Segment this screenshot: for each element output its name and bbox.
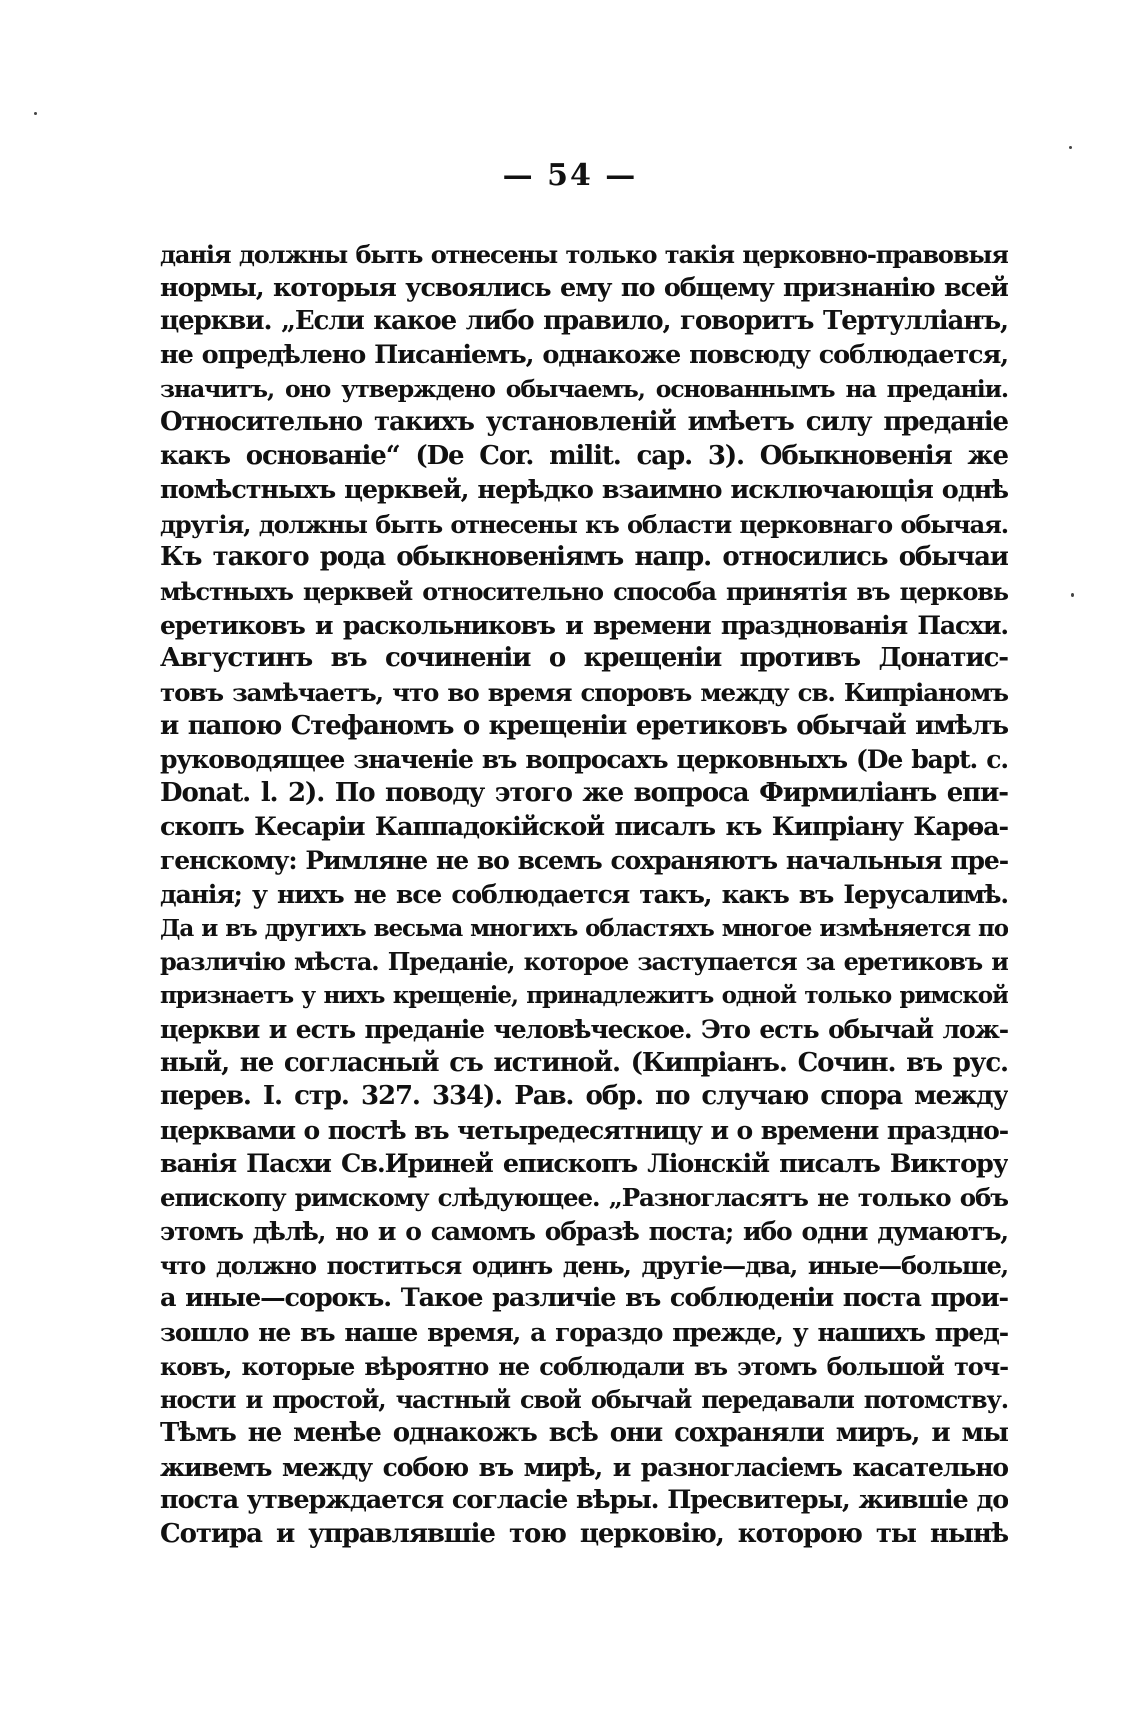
text-line: еретиковъ и раскольниковъ и времени празднованія Пасхи. [160,610,1008,640]
text-line: товъ замѣчаетъ, что во время споровъ между св. Кипріаномъ [160,677,1008,707]
text-line: данія; у нихъ не все соблюдается такъ, какъ въ Іерусалимѣ. [160,880,1008,910]
text-line: помѣстныхъ церквей, нерѣдко взаимно исключающія однѣ [160,474,1008,505]
text-line: что должно поститься одинъ день, другіе—два, иные—больше, [160,1250,1008,1280]
text-line: мѣстныхъ церквей относительно способа принятія въ церковь [160,576,1008,606]
text-line: Да и въ другихъ весьма многихъ областяхъ многое измѣняется по [160,914,1008,942]
text-line: какъ основаніе“ (De Cor. milit. cap. 3). Обыкновенія же [160,441,1008,472]
text-line: Къ такого рода обыкновеніямъ напр. относились обычаи [160,542,1008,573]
text-line: епископу римскому слѣдующее. „Разногласятъ не только объ [160,1183,1008,1213]
text-line: зошло не въ наше время, а гораздо прежде, у нашихъ пред- [160,1318,1008,1347]
text-line: Августинъ въ сочиненіи о крещеніи противъ Донатис- [160,643,1008,674]
text-line: не опредѣлено Писаніемъ, однакоже повсюду соблюдается, [160,340,1008,371]
text-line: церкви. „Если какое либо правило, говоритъ Тертулліанъ, [160,306,1008,337]
text-line: генскому: Римляне не во всемъ сохраняютъ начальныя пре- [160,846,1008,876]
text-line: поста утверждается согласіе вѣры. Пресвитеры, жившіе до [160,1485,1008,1516]
text-line: другія, должны быть отнесены къ области церковнаго обычая. [160,509,1008,539]
text-line: ванія Пасхи Св.Ириней епископъ Ліонскій писалъ Виктору [160,1148,1008,1179]
scan-speck [1071,593,1074,597]
text-line: церкви и есть преданіе человѣческое. Это есть обычай лож- [160,1014,1008,1044]
text-line: Donat. l. 2). По поводу этого же вопроса Фирмиліанъ епи- [160,778,1008,808]
text-line: значитъ, оно утверждено обычаемъ, основаннымъ на преданіи. [160,374,1008,403]
text-line: ковъ, которые вѣроятно не соблюдали въ этомъ большой точ- [160,1351,1008,1381]
text-line: и папою Стефаномъ о крещеніи еретиковъ обычай имѣлъ [160,710,1008,741]
body-text [160,238,1008,1552]
text-line: а иные—сорокъ. Такое различіе въ соблюденіи поста прои- [160,1283,1008,1314]
text-line: данія должны быть отнесены только такія церковно-правовыя [160,240,1008,269]
text-line: различію мѣста. Преданіе, которое заступается за еретиковъ и [160,947,1008,977]
text-line: Сотира и управлявшіе тою церковію, которою ты нынѣ [160,1519,1008,1550]
text-line: этомъ дѣлѣ, но и о самомъ образѣ поста; ибо одни думаютъ, [160,1216,1008,1246]
text-line: ности и простой, частный свой обычай передавали потомству. [160,1385,1008,1415]
text-line: признаетъ у нихъ крещеніе, принадлежитъ одной только римской [160,982,1008,1010]
text-line: нормы, которыя усвоялись ему по общему признанію всей [160,272,1008,303]
text-line: живемъ между собою въ мирѣ, и разногласіемъ касательно [160,1452,1008,1482]
page-number: — 54 — [502,158,638,193]
scan-speck [34,112,37,115]
text-line: ный, не согласный съ истиной. (Кипріанъ. Сочин. въ рус. [160,1047,1008,1078]
text-line: перев. I. стр. 327. 334). Рав. обр. по случаю спора между [160,1081,1008,1112]
text-line: церквами о постѣ въ четыредесятницу и о времени праздно- [160,1115,1008,1145]
scan-speck [1069,146,1072,149]
text-line: скопъ Кесаріи Каппадокійской писалъ къ Кипріану Карѳа- [160,811,1008,842]
text-line: Относительно такихъ установленій имѣетъ силу преданіе [160,407,1008,438]
text-line: руководящее значеніе въ вопросахъ церковныхъ (De bapt. c. [160,745,1008,775]
text-line: Тѣмъ не менѣе однакожъ всѣ они сохраняли миръ, и мы [160,1418,1008,1449]
